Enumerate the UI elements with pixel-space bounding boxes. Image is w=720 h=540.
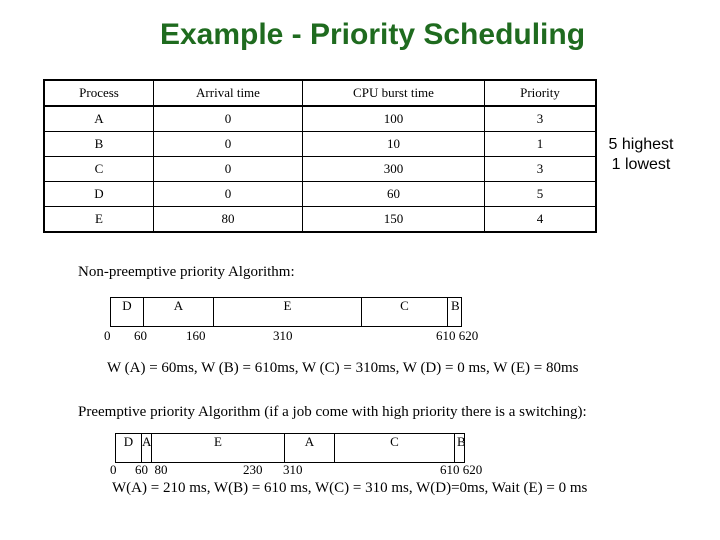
gantt-segment: A (141, 434, 151, 462)
gantt-tick: 0 (110, 462, 117, 477)
gantt-tick: 310 (273, 328, 293, 343)
cell-arrival: 0 (154, 157, 303, 182)
cell-priority: 1 (485, 132, 597, 157)
gantt-segment: D (122, 298, 132, 313)
cell-process: B (44, 132, 154, 157)
page-title: Example - Priority Scheduling (159, 18, 586, 51)
cell-priority: 4 (485, 206, 597, 232)
cell-priority: 3 (485, 157, 597, 182)
priority-note-highest: 5 highest (608, 136, 674, 153)
cell-process: A (44, 106, 154, 132)
cell-burst: 60 (303, 182, 485, 207)
gantt-segment: E (213, 298, 361, 326)
table-row (44, 206, 596, 232)
cell-arrival: 0 (154, 106, 303, 132)
table-row (44, 157, 596, 182)
table-row (44, 106, 596, 132)
gantt-tick: 610 620 (440, 462, 483, 477)
process-table (43, 79, 597, 233)
gantt-segment: D (123, 434, 134, 449)
gantt-tick: 160 (186, 328, 206, 343)
preemptive-waiting-times: W(A) = 210 ms, W(B) = 610 ms, W(C) = 310 ms, W(D)=0ms, Wait (E) = 0 ms (112, 480, 588, 496)
gantt-segment: E (151, 434, 284, 462)
table-row (44, 182, 596, 207)
preemptive-label: Preemptive priority Algorithm (if a job come with high priority there is a switching): (78, 404, 587, 420)
cell-process: E (44, 206, 154, 232)
nonpreemptive-label: Non-preemptive priority Algorithm: (78, 264, 295, 280)
table-row (44, 132, 596, 157)
cell-burst: 100 (303, 106, 485, 132)
preemptive-gantt-chart (115, 433, 465, 463)
gantt-segment: C (334, 434, 454, 462)
cell-priority: 3 (485, 106, 597, 132)
cell-process: C (44, 157, 154, 182)
gantt-segment: C (361, 298, 447, 326)
gantt-tick: 310 (283, 462, 303, 477)
cell-burst: 150 (303, 206, 485, 232)
gantt-segment: A (284, 434, 334, 462)
gantt-segment: B (454, 434, 464, 462)
cell-process: D (44, 182, 154, 207)
cell-burst: 300 (303, 157, 485, 182)
gantt-tick: 230 (243, 462, 263, 477)
header-arrival-time: Arrival time (154, 80, 303, 106)
priority-note (598, 135, 684, 175)
nonpreemptive-gantt-chart (110, 297, 462, 327)
cell-arrival: 0 (154, 182, 303, 207)
cell-arrival: 0 (154, 132, 303, 157)
priority-note-lowest: 1 lowest (611, 156, 671, 173)
gantt-tick: 610 620 (436, 328, 479, 343)
cell-arrival: 80 (154, 206, 303, 232)
gantt-tick: 0 (104, 328, 111, 343)
nonpreemptive-waiting-times: W (A) = 60ms, W (B) = 610ms, W (C) = 310ms, W (D) = 0 ms, W (E) = 80ms (107, 360, 579, 376)
table-header-row (44, 80, 596, 106)
header-cpu-burst-time: CPU burst time (303, 80, 485, 106)
header-priority: Priority (485, 80, 597, 106)
cell-burst: 10 (303, 132, 485, 157)
header-process: Process (44, 80, 154, 106)
gantt-tick: 60 80 (135, 462, 168, 477)
gantt-tick: 60 (134, 328, 147, 343)
gantt-segment: B (447, 298, 461, 326)
cell-priority: 5 (485, 182, 597, 207)
gantt-segment: A (143, 298, 213, 326)
